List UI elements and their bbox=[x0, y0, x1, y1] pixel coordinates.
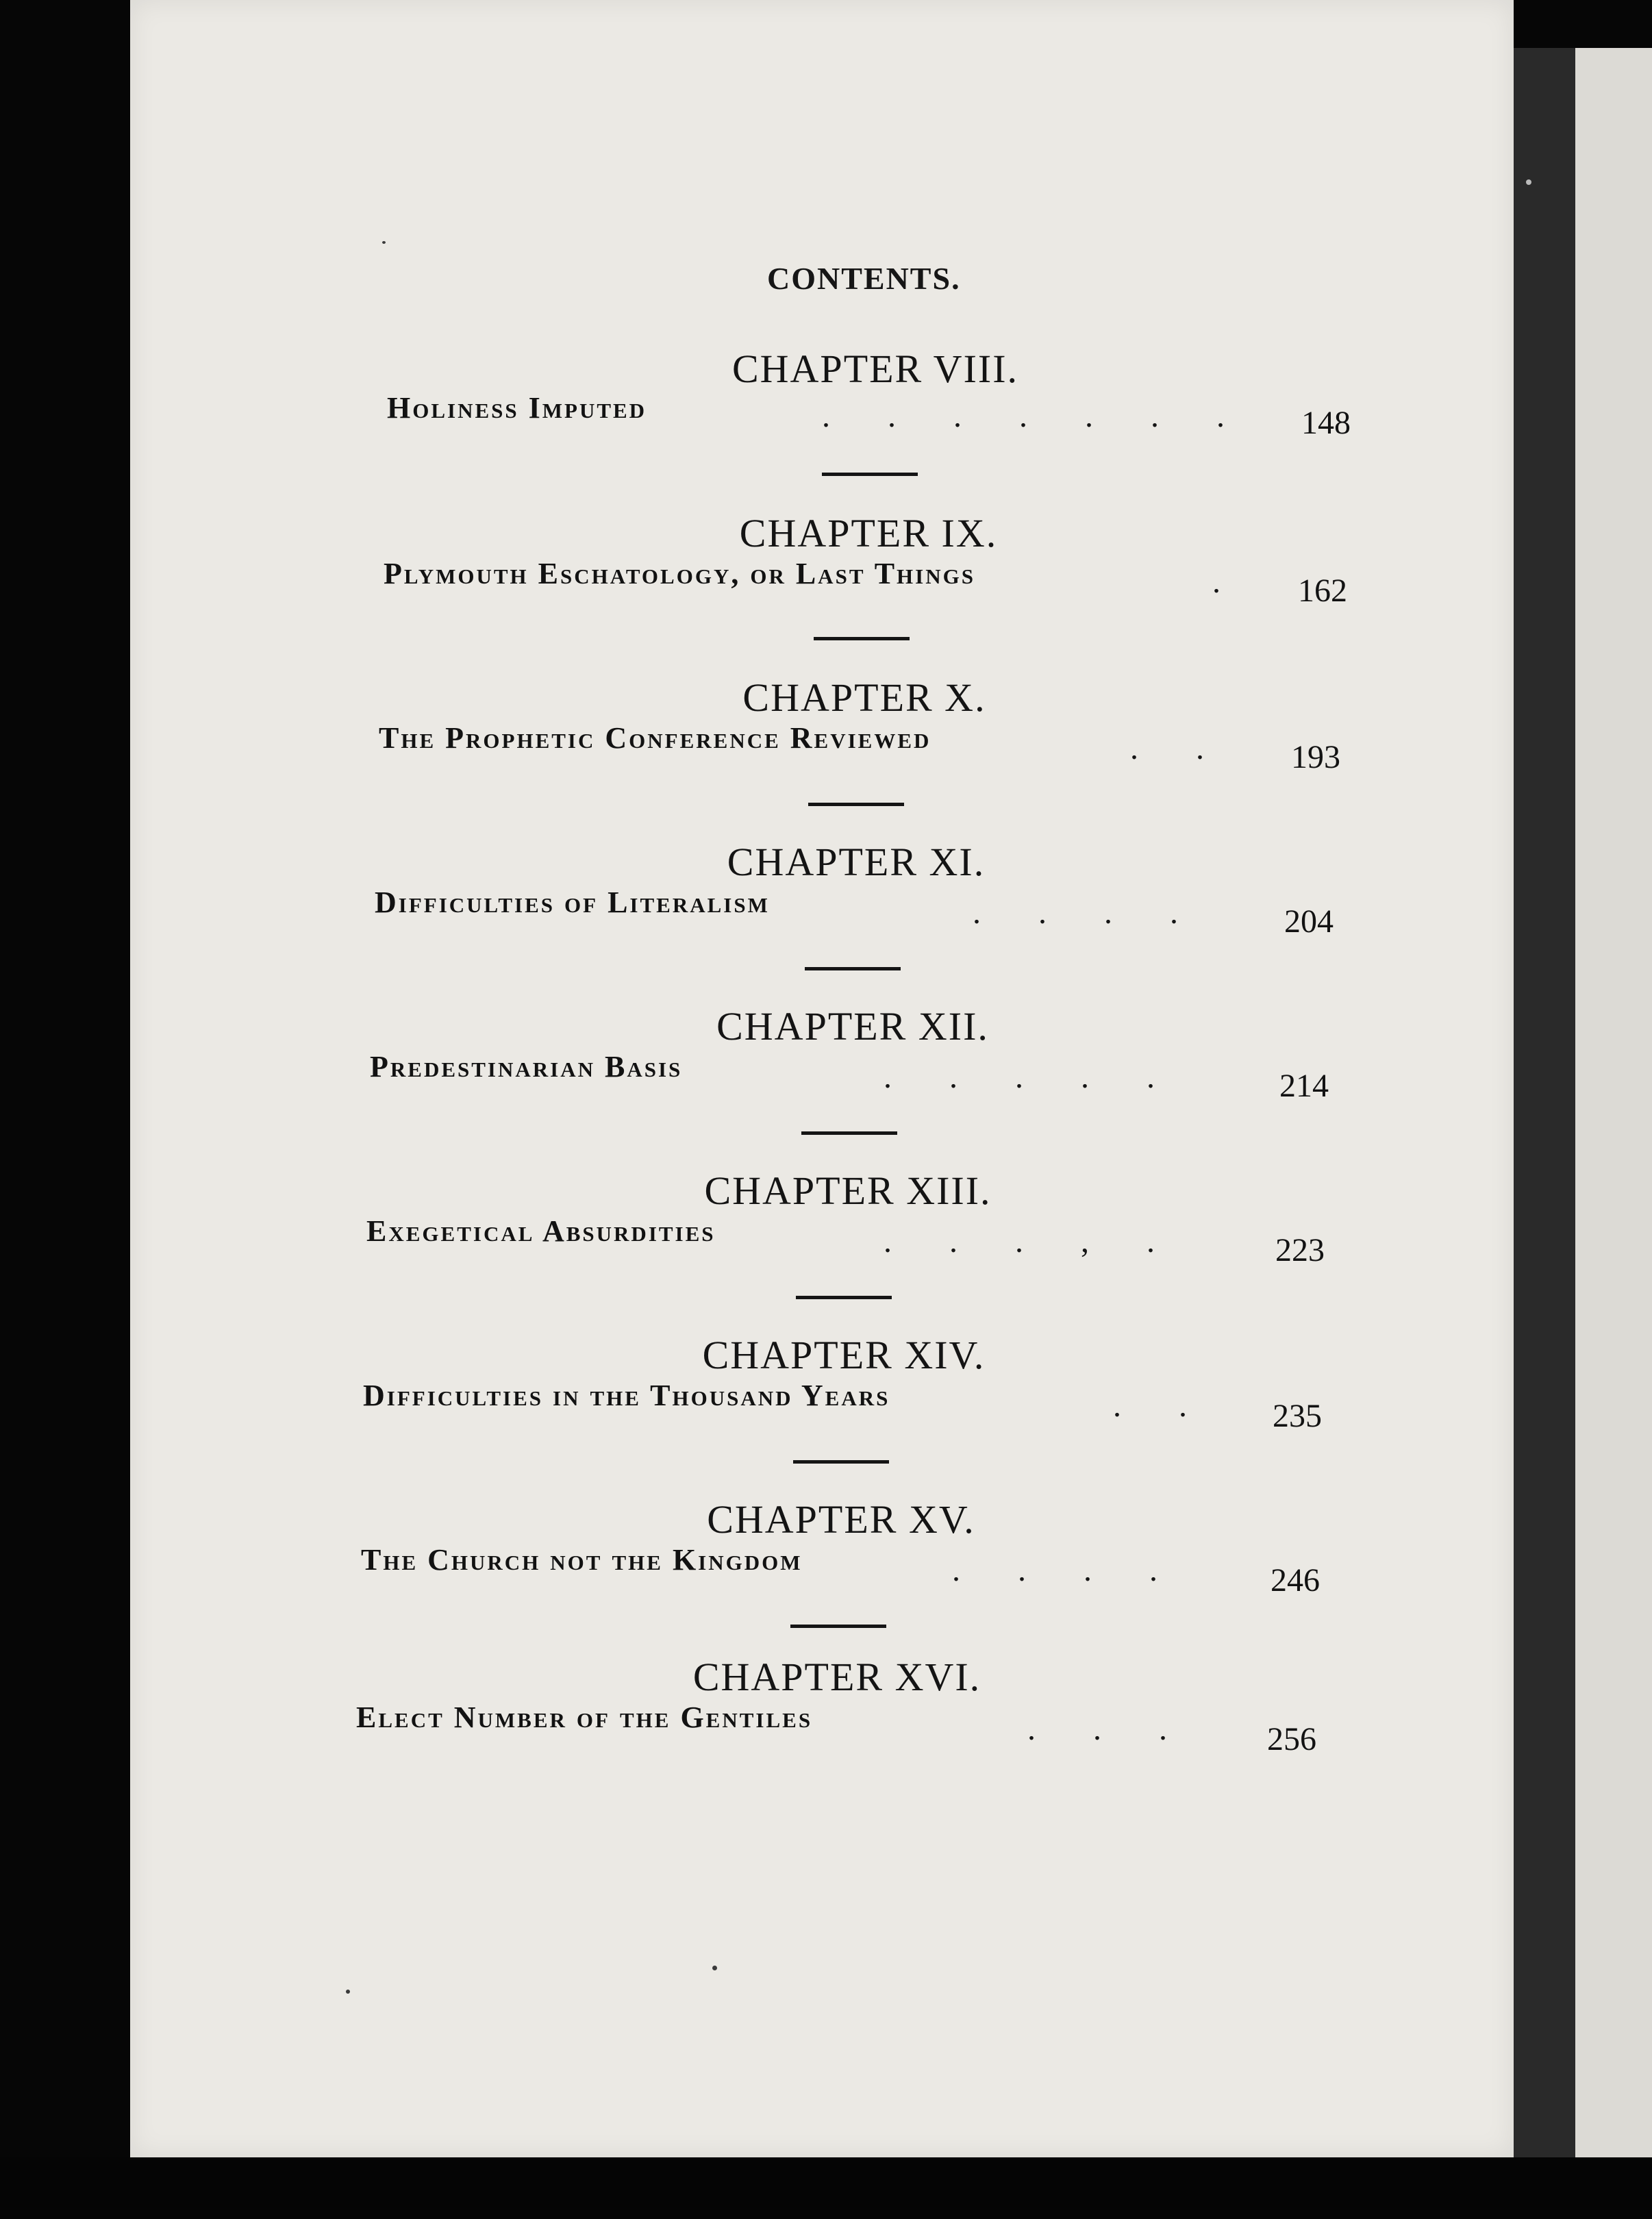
chapter-title: Difficulties in the Thousand Years bbox=[363, 1379, 890, 1412]
chapter-title: Difficulties of Literalism bbox=[375, 886, 770, 919]
scan-speck bbox=[346, 1990, 350, 1994]
page-number: 193 bbox=[1291, 739, 1340, 775]
chapter-title: Exegetical Absurdities bbox=[366, 1214, 716, 1248]
chapter-title: Plymouth Eschatology, or Last Things bbox=[384, 557, 975, 590]
scan-speck bbox=[382, 241, 386, 244]
scan-bottom-margin bbox=[0, 2157, 1652, 2219]
chapter-heading: CHAPTER X. bbox=[742, 675, 986, 720]
section-divider bbox=[793, 1460, 889, 1464]
chapter-heading: CHAPTER XII. bbox=[716, 1004, 989, 1049]
chapter-heading: CHAPTER XI. bbox=[727, 840, 986, 884]
chapter-title: Predestinarian Basis bbox=[370, 1050, 683, 1083]
chapter-heading: CHAPTER VIII. bbox=[731, 347, 1019, 391]
page-number: 235 bbox=[1273, 1398, 1322, 1434]
chapter-heading: CHAPTER XV. bbox=[707, 1497, 975, 1542]
dot-leader: . . . . . . . bbox=[822, 398, 1225, 434]
scan-speck bbox=[1526, 179, 1531, 185]
dot-leader: . . . . bbox=[973, 894, 1178, 931]
dot-leader: . bbox=[1212, 564, 1221, 600]
adjacent-page-edge bbox=[1575, 48, 1652, 2157]
chapter-title: The Prophetic Conference Reviewed bbox=[379, 721, 931, 755]
dot-leader: . . . . . bbox=[884, 1059, 1155, 1095]
page-number: 162 bbox=[1298, 573, 1347, 609]
dot-leader: . . . . bbox=[952, 1552, 1157, 1588]
chapter-title: Elect Number of the Gentiles bbox=[356, 1701, 813, 1734]
page-number: 148 bbox=[1301, 405, 1351, 441]
section-divider bbox=[801, 1131, 897, 1135]
chapter-title: Holiness Imputed bbox=[387, 391, 647, 425]
section-divider bbox=[808, 803, 904, 806]
chapter-heading: CHAPTER XIV. bbox=[702, 1333, 986, 1377]
contents-heading: CONTENTS. bbox=[767, 261, 961, 296]
page-number: 246 bbox=[1271, 1562, 1320, 1599]
scan-speck bbox=[712, 1966, 717, 1970]
page-number: 214 bbox=[1279, 1068, 1329, 1104]
page-number: 223 bbox=[1275, 1232, 1325, 1268]
section-divider bbox=[790, 1625, 886, 1628]
section-divider bbox=[805, 967, 901, 970]
dot-leader: . . . bbox=[1027, 1711, 1167, 1747]
page-number: 204 bbox=[1284, 903, 1334, 940]
dot-leader: . . bbox=[1113, 1388, 1187, 1424]
section-divider bbox=[822, 473, 918, 476]
chapter-title: The Church not the Kingdom bbox=[361, 1543, 803, 1577]
chapter-heading: CHAPTER XVI. bbox=[692, 1655, 981, 1699]
section-divider bbox=[814, 637, 910, 640]
dot-leader: . . . , . bbox=[884, 1223, 1155, 1259]
section-divider bbox=[796, 1296, 892, 1299]
adjacent-page-edge-shadow bbox=[1514, 48, 1575, 2157]
chapter-heading: CHAPTER IX. bbox=[739, 511, 998, 555]
dot-leader: . . bbox=[1130, 730, 1204, 766]
page-number: 256 bbox=[1267, 1721, 1316, 1757]
chapter-heading: CHAPTER XIII. bbox=[704, 1168, 992, 1213]
